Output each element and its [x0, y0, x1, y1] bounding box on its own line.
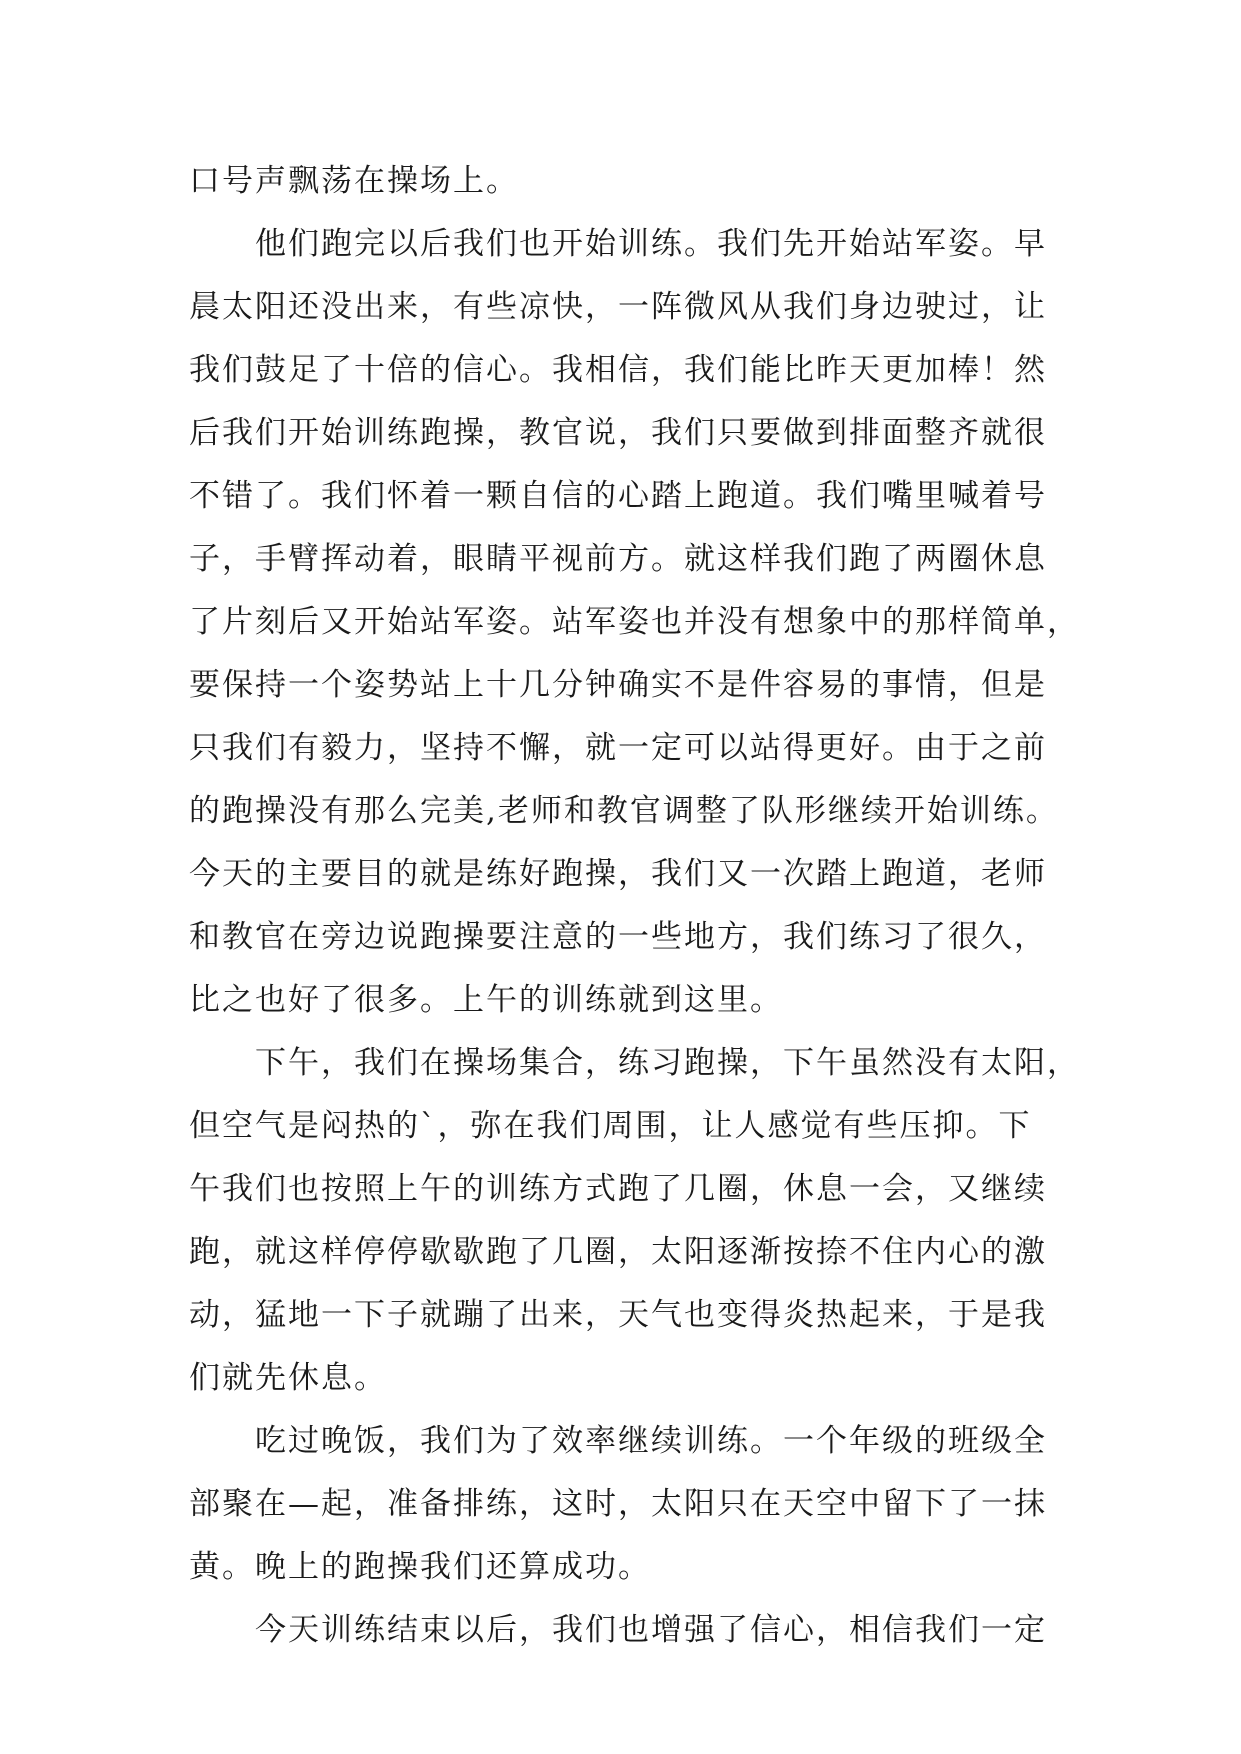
text-line: 们就先休息。	[189, 1360, 387, 1396]
text-line: 要保持一个姿势站上十几分钟确实不是件容易的事情，但是	[189, 667, 1047, 703]
text-line: 但空气是闷热的`，弥在我们周围，让人感觉有些压抑。下	[189, 1108, 1032, 1144]
paragraph-first-line: 下午，我们在操场集合，练习跑操，下午虽然没有太阳，	[255, 1045, 1080, 1081]
text-line: 比之也好了很多。上午的训练就到这里。	[189, 982, 783, 1018]
text-line: 子，手臂挥动着，眼睛平视前方。就这样我们跑了两圈休息	[189, 541, 1047, 577]
text-line: 晨太阳还没出来，有些凉快，一阵微风从我们身边驶过，让	[189, 289, 1047, 325]
text-line: 黄。晚上的跑操我们还算成功。	[189, 1549, 651, 1585]
text-line: 口号声飘荡在操场上。	[189, 163, 519, 199]
paragraph-first-line: 吃过晚饭，我们为了效率继续训练。一个年级的班级全	[255, 1423, 1047, 1459]
text-line: 只我们有毅力，坚持不懈，就一定可以站得更好。由于之前	[189, 730, 1047, 766]
text-line: 今天的主要目的就是练好跑操，我们又一次踏上跑道，老师	[189, 856, 1047, 892]
text-line: 不错了。我们怀着一颗自信的心踏上跑道。我们嘴里喊着号	[189, 478, 1047, 514]
text-line: 我们鼓足了十倍的信心。我相信，我们能比昨天更加棒！然	[189, 352, 1047, 388]
text-line: 后我们开始训练跑操，教官说，我们只要做到排面整齐就很	[189, 415, 1047, 451]
text-line: 午我们也按照上午的训练方式跑了几圈，休息一会，又继续	[189, 1171, 1047, 1207]
text-line: 的跑操没有那么完美,老师和教官调整了队形继续开始训练。	[189, 793, 1059, 829]
text-line: 跑，就这样停停歇歇跑了几圈，太阳逐渐按捺不住内心的激	[189, 1234, 1047, 1270]
document-body	[189, 150, 1080, 1662]
text-line: 部聚在—起，准备排练，这时，太阳只在天空中留下了一抹	[189, 1486, 1047, 1522]
text-line: 和教官在旁边说跑操要注意的一些地方，我们练习了很久，	[189, 919, 1047, 955]
text-line: 动，猛地一下子就蹦了出来，天气也变得炎热起来，于是我	[189, 1297, 1047, 1333]
paragraph-first-line: 今天训练结束以后，我们也增强了信心，相信我们一定	[255, 1612, 1047, 1648]
paragraph-first-line: 他们跑完以后我们也开始训练。我们先开始站军姿。早	[255, 226, 1047, 262]
text-line: 了片刻后又开始站军姿。站军姿也并没有想象中的那样简单，	[189, 604, 1080, 640]
